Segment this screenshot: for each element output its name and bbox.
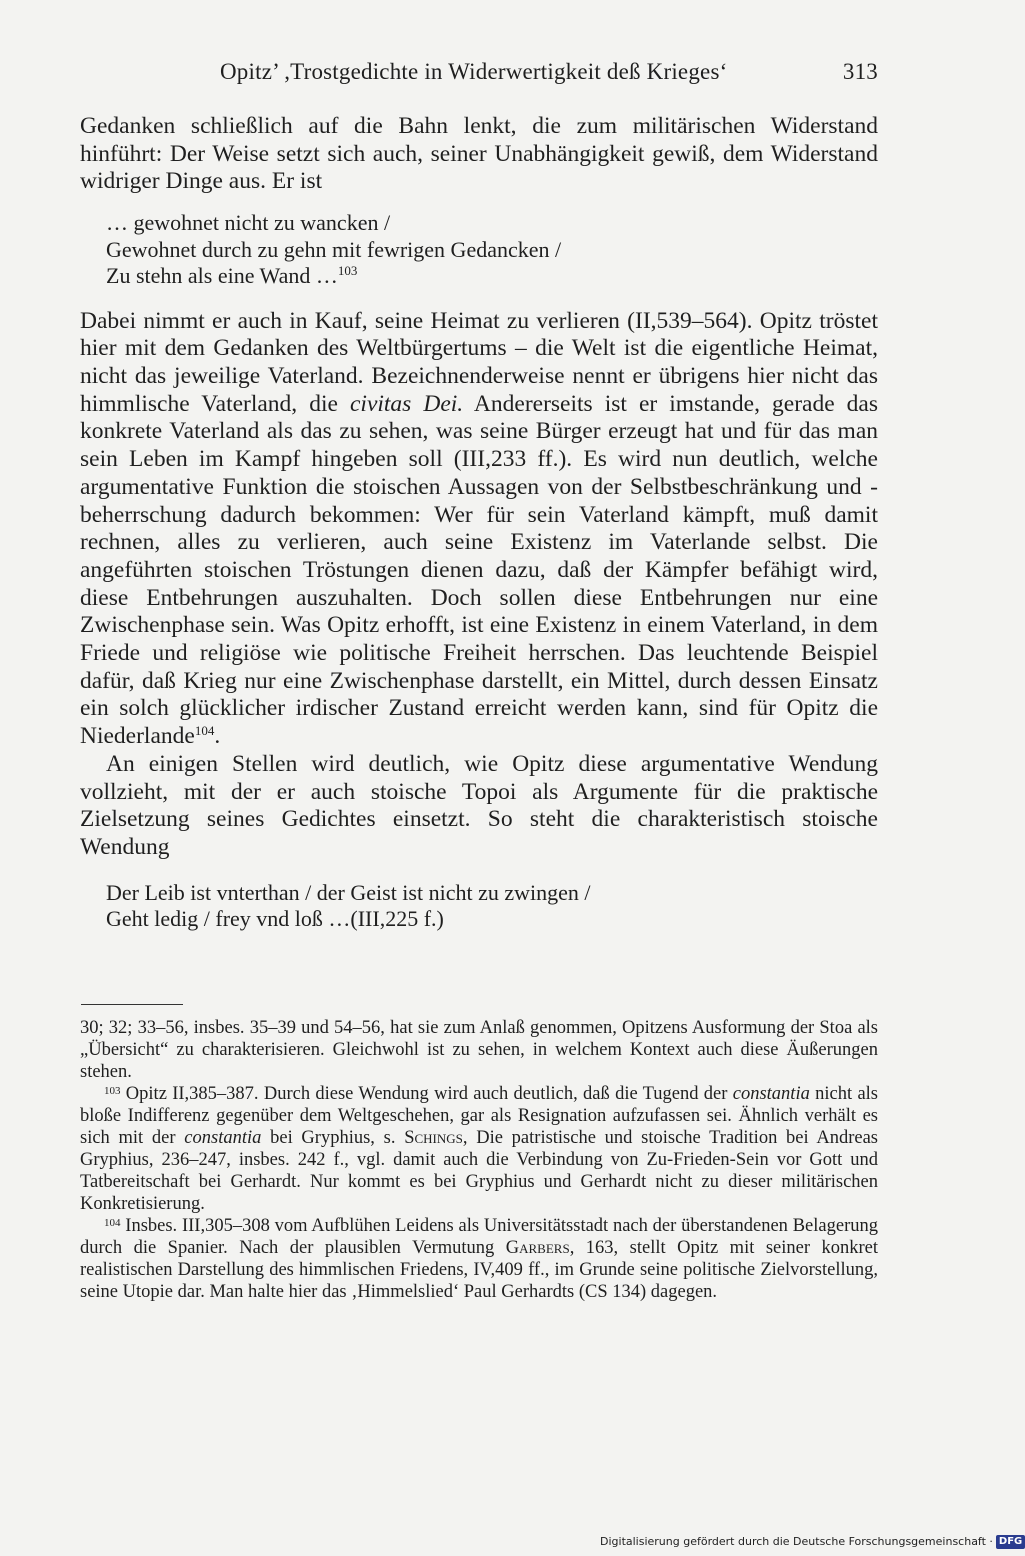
verse-line: Gewohnet durch zu gehn mit fewrigen Gedancken /	[106, 236, 562, 262]
footer-text: Digitalisierung gefördert durch die Deutsche Forschungsgemeinschaft ·	[600, 1535, 993, 1548]
footnote-text: , Die patristische und stoische Tradition bei Andreas Gryphius, 236–247, insbes. 242 f., vgl. damit auch die Verbindung von Zu-Frieden-Sein vor Gott und Tatbereitschaft bei Gerhardt. Nur kommt es bei Gryphius und Gerhardt nicht zu dieser militärischen Konkretisierung.	[80, 1128, 878, 1214]
footnote-103	[80, 1083, 878, 1215]
verse-line-text: Zu stehn als eine Wand …	[106, 263, 338, 289]
footnote-divider	[81, 1004, 183, 1005]
verse-line: Geht ledig / frey vnd loß …(III,225 f.)	[106, 906, 444, 932]
footnote-number: 104	[104, 1217, 121, 1229]
digitization-footer	[600, 1533, 1023, 1551]
author-name: Garbers	[505, 1238, 570, 1258]
footnotes	[80, 1017, 878, 1303]
footnote-ref: 103	[337, 263, 358, 279]
italic-term: constantia	[732, 1084, 810, 1104]
paragraph-3: An einigen Stellen wird deutlich, wie Opitz diese argumentative Wendung vollzieht, mit der er auch stoische Topoi als Argumente für die praktische Zielsetzung seines Gedichtes einsetzt. So steht die charakteristisch stoische Wendung	[80, 750, 878, 860]
footnote-104	[80, 1215, 878, 1303]
author-name: Schings	[404, 1128, 463, 1148]
footnote-text: Opitz II,385–387. Durch diese Wendung wird auch deutlich, daß die Tugend der	[120, 1084, 733, 1104]
footnote-continuation: 30; 32; 33–56, insbes. 35–39 und 54–56, hat sie zum Anlaß genommen, Opitzens Ausformung der Stoa als „Übersicht“ zu charakterisieren. Gleichwohl ist zu sehen, in welchem Kontext auch diese Äußerungen stehen.	[80, 1018, 878, 1082]
italic-term: civitas Dei.	[349, 390, 464, 417]
footnote-ref: 104	[194, 723, 215, 739]
paragraph-2-end: .	[214, 723, 221, 750]
verse-quote-2	[80, 880, 878, 933]
footnote-text: nicht als bloße Indifferenz gegenüber dem Weltgeschehen, gar als Resignation aufzufassen sei. Ähnlich verhält es sich mit der	[80, 1084, 878, 1148]
paragraph-2	[80, 308, 878, 751]
verse-line	[106, 263, 878, 290]
running-title: Opitz’ ,Trostgedichte in Widerwertigkeit deß Krieges‘	[220, 59, 728, 84]
italic-term: constantia	[184, 1128, 262, 1148]
dfg-logo: DFG	[996, 1535, 1025, 1549]
paragraph-2-text-a: Dabei nimmt er auch in Kauf, seine Heimat zu verlieren (II,539–564). Opitz tröstet hier mit dem Gedanken des Weltbürgertums – die Welt ist die eigentliche Heimat, nicht das jeweilige Vaterland. Bezeichnenderweise nennt er übrigens hier nicht das himmlische Vaterland, die	[80, 307, 878, 417]
paragraph-2-text-b: Andererseits ist er imstande, gerade das konkrete Vaterland als das zu sehen, was seine Bürger erzeugt hat und für das man sein Leben im Kampf hingeben soll (III,233 ff.). Es wird nun deutlich, welche argumentative Funktion die stoischen Aussagen von der Selbstbeschränkung und -beherrschung dadurch bekommen: Wer für sein Vaterland kämpft, muß damit rechnen, alles zu verlieren, auch seine Existenz im Vaterlande selbst. Die angeführten stoischen Tröstungen dienen dazu, daß der Kämpfer befähigt wird, diese Entbehrungen auszuhalten. Doch sollen diese Entbehrungen nur eine Zwischenphase sein. Was Opitz erhofft, ist eine Existenz in einem Vaterland, in dem Friede und religiöse wie politische Freiheit herrschen. Das leuchtende Beispiel dafür, daß Krieg nur eine Zwischenphase darstellt, ein Mittel, durch dessen Einsatz ein solch glücklicher irdischer Zustand erreicht werden kann, sind für Opitz die Niederlande	[80, 390, 879, 750]
footnote-number: 103	[104, 1085, 121, 1097]
footnote-text: Insbes. III,305–308 vom Aufblühen Leidens als Universitätsstadt nach der überstandenen Belagerung durch die Spanier. Nach der plausiblen Vermutung	[80, 1216, 878, 1258]
verse-quote-1	[80, 210, 878, 290]
verse-line: … gewohnet nicht zu wancken /	[106, 210, 391, 236]
footnote-text: , 163, stellt Opitz mit seiner konkret realistischen Darstellung des himmlischen Friedens, IV,409 ff., im Grunde seine politische Zielvorstellung, seine Utopie dar. Man halte hier das ‚Himmelslied‘ Paul Gerhardts (CS 134) dagegen.	[80, 1238, 878, 1302]
page-number: 313	[842, 59, 878, 84]
main-text	[80, 113, 878, 933]
verse-line: Der Leib ist vnterthan / der Geist ist nicht zu zwingen /	[106, 879, 591, 905]
footnote-text: bei Gryphius, s.	[261, 1128, 405, 1148]
paragraph-1: Gedanken schließlich auf die Bahn lenkt, die zum militärischen Widerstand hinführt: Der Weise setzt sich auch, seiner Unabhängigkeit gewiß, dem Widerstand widriger Dinge aus. Er ist	[80, 113, 878, 195]
